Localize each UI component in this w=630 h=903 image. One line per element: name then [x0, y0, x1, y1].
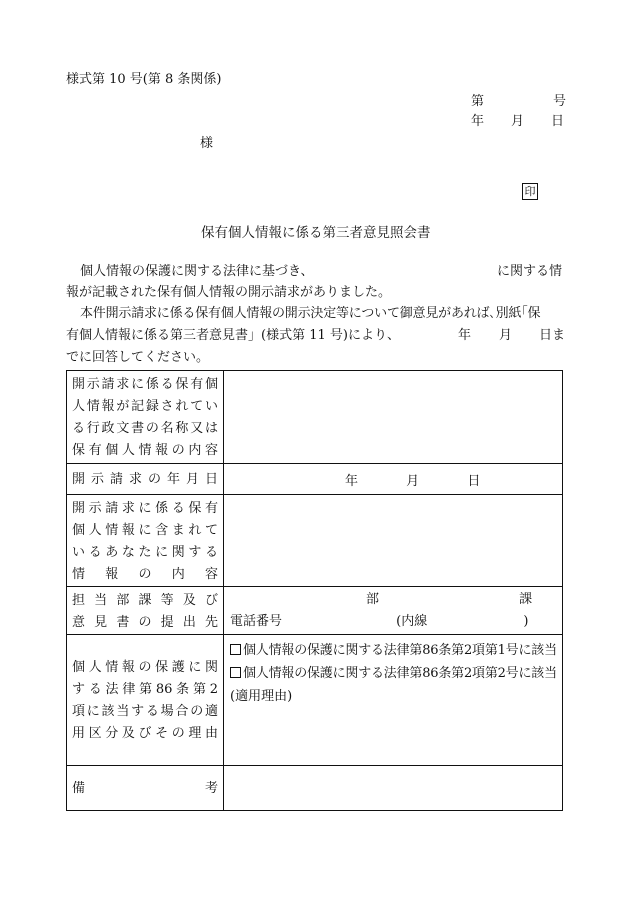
document-name-field[interactable]	[224, 371, 563, 464]
inquiry-form-table	[66, 370, 563, 811]
body-p2-line2-year: 年	[458, 328, 472, 343]
remarks-field[interactable]	[224, 766, 563, 811]
request-date-day: 日	[467, 473, 481, 489]
row6-label	[67, 766, 224, 811]
row3-label-line: 情報の内容	[72, 566, 218, 582]
submission-destination-field[interactable]	[224, 587, 563, 635]
table-row	[67, 587, 563, 635]
checkbox-option-1[interactable]	[230, 644, 241, 655]
body-p2-line1: 本件開示請求に係る保有個人情報の開示決定等について御意見があれば､別紙｢保	[80, 306, 541, 321]
option-2[interactable]	[230, 662, 560, 685]
row5-label-line: する法律第86条第2	[72, 682, 218, 697]
table-row	[67, 495, 563, 587]
doc-no-suffix: 号	[553, 94, 567, 109]
row1-label-line: 保有個人情報の内容	[72, 443, 218, 458]
remarks-label-2: 考	[204, 781, 218, 796]
option-1[interactable]	[230, 639, 560, 662]
remarks-label-1: 備	[72, 781, 86, 796]
body-p2-line2-month: 月	[499, 328, 513, 343]
request-date-year: 年	[345, 473, 359, 489]
table-row	[67, 464, 563, 495]
row1-label-line: 人情報が記録されてい	[72, 399, 218, 414]
row1-label-line: る行政文書の名称又は	[72, 421, 218, 436]
row5-label-line: 項に該当する場合の適	[72, 704, 218, 719]
form-number: 様式第 10 号(第 8 条関係)	[66, 72, 222, 87]
table-row	[67, 371, 563, 464]
row4-label	[67, 587, 224, 635]
row3-label	[67, 495, 224, 587]
phone-label: 電話番号	[230, 613, 283, 629]
option-1-label: 個人情報の保護に関する法律第86条第2項第1号に該当	[243, 643, 557, 658]
request-date-month: 月	[406, 473, 420, 489]
checkbox-option-2[interactable]	[230, 667, 241, 678]
row5-label	[67, 635, 224, 766]
reason-label: (適用理由)	[230, 689, 293, 704]
doc-no-prefix: 第	[471, 94, 485, 109]
body-p1-line2: 報が記載された保有個人情報の開示請求がありました。	[66, 285, 392, 300]
request-date-field[interactable]	[224, 464, 563, 495]
body-p2-line3: でに回答してください。	[66, 350, 210, 365]
personal-info-content-field[interactable]	[224, 495, 563, 587]
extension-label: (内線	[396, 613, 428, 629]
row3-label-line: 開示請求に係る保有	[72, 500, 218, 516]
section-label: 課	[519, 591, 533, 607]
table-row	[67, 635, 563, 766]
document-title: 保有個人情報に係る第三者意見照会書	[201, 225, 431, 241]
row3-label-line: 個人情報に含まれて	[72, 522, 218, 538]
body-p1-line1-a: 個人情報の保護に関する法律に基づき、	[80, 264, 314, 279]
date-month: 月	[511, 114, 525, 129]
extension-close: )	[523, 613, 529, 629]
row2-label-line: 開示請求の年月日	[72, 472, 218, 487]
table-row	[67, 766, 563, 811]
row5-label-line: 用区分及びその理由	[72, 726, 218, 741]
row4-label-line: 意見書の提出先	[72, 614, 218, 630]
row2-label	[67, 464, 224, 495]
row1-label-line: 開示請求に係る保有個	[72, 377, 218, 392]
applicable-category-field	[224, 635, 563, 766]
row3-label-line: いるあなたに関する	[72, 544, 218, 560]
date-day: 日	[551, 114, 565, 129]
row4-label-line: 担当部課等及び	[72, 592, 218, 608]
date-year: 年	[471, 114, 485, 129]
option-2-label: 個人情報の保護に関する法律第86条第2項第2号に該当	[243, 666, 557, 681]
body-p2-line2-day: 日ま	[539, 328, 566, 343]
body-p1-line1-b: に関する情	[497, 264, 563, 279]
body-p2-line2-a: 有個人情報に係る第三者意見書」(様式第 11 号)により、	[66, 328, 400, 343]
addressee-suffix: 様	[200, 136, 214, 151]
seal-stamp: 印	[522, 183, 538, 200]
row1-label	[67, 371, 224, 464]
row5-label-line: 個人情報の保護に関	[72, 660, 218, 675]
dept-label: 部	[366, 591, 380, 607]
